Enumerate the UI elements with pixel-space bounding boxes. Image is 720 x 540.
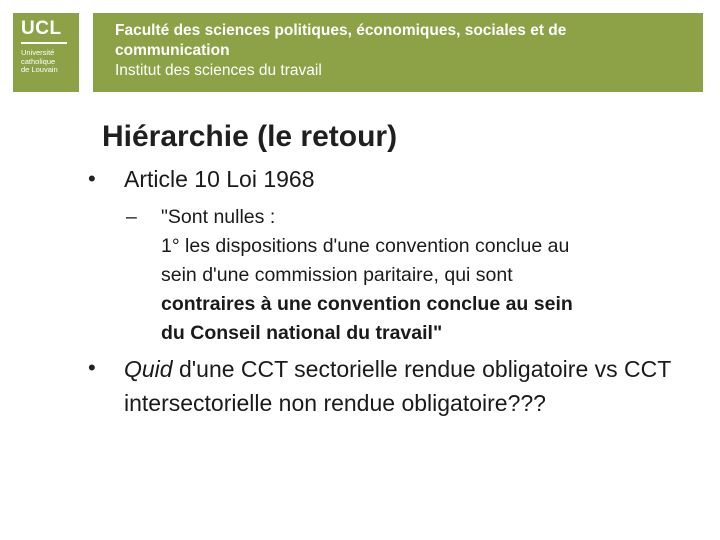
- bullet-item-article: [88, 163, 315, 195]
- quote-line-2: 1° les dispositions d'une convention conclue au: [161, 235, 570, 257]
- logo-wordmark: UCL: [21, 18, 62, 39]
- quid-rest: d'une CCT sectorielle rendue obligatoire vs CCT intersectorielle non rendue obligatoire???: [124, 356, 671, 416]
- quote-line-5: du Conseil national du travail": [161, 322, 443, 344]
- quote-text: [161, 203, 681, 348]
- quote-line-1: "Sont nulles :: [161, 206, 276, 228]
- faculty-name: Faculté des sciences politiques, économiques, sociales et de communication: [115, 22, 567, 59]
- logo-line-1: Université: [21, 48, 55, 57]
- bullet-icon: •: [88, 166, 96, 191]
- logo-line-3: de Louvain: [21, 65, 58, 75]
- quid-italic: Quid: [124, 356, 173, 382]
- logo-divider: [21, 42, 67, 44]
- slide-title: Hiérarchie (le retour): [102, 120, 398, 153]
- header-band: [93, 13, 703, 92]
- quote-line-3: sein d'une commission paritaire, qui sont: [161, 264, 513, 286]
- quote-line-4: contraires à une convention conclue au sein: [161, 293, 573, 315]
- dash-icon: –: [126, 206, 137, 228]
- bullet-text: [124, 352, 704, 420]
- sub-bullet-quote: [126, 203, 681, 348]
- institute-name: Institut des sciences du travail: [115, 62, 322, 79]
- bullet-text: Article 10 Loi 1968: [124, 166, 315, 192]
- bullet-icon: •: [88, 355, 96, 380]
- bullet-item-quid: [88, 352, 704, 420]
- ucl-logo: [13, 13, 79, 92]
- logo-line-2: catholique: [21, 56, 56, 66]
